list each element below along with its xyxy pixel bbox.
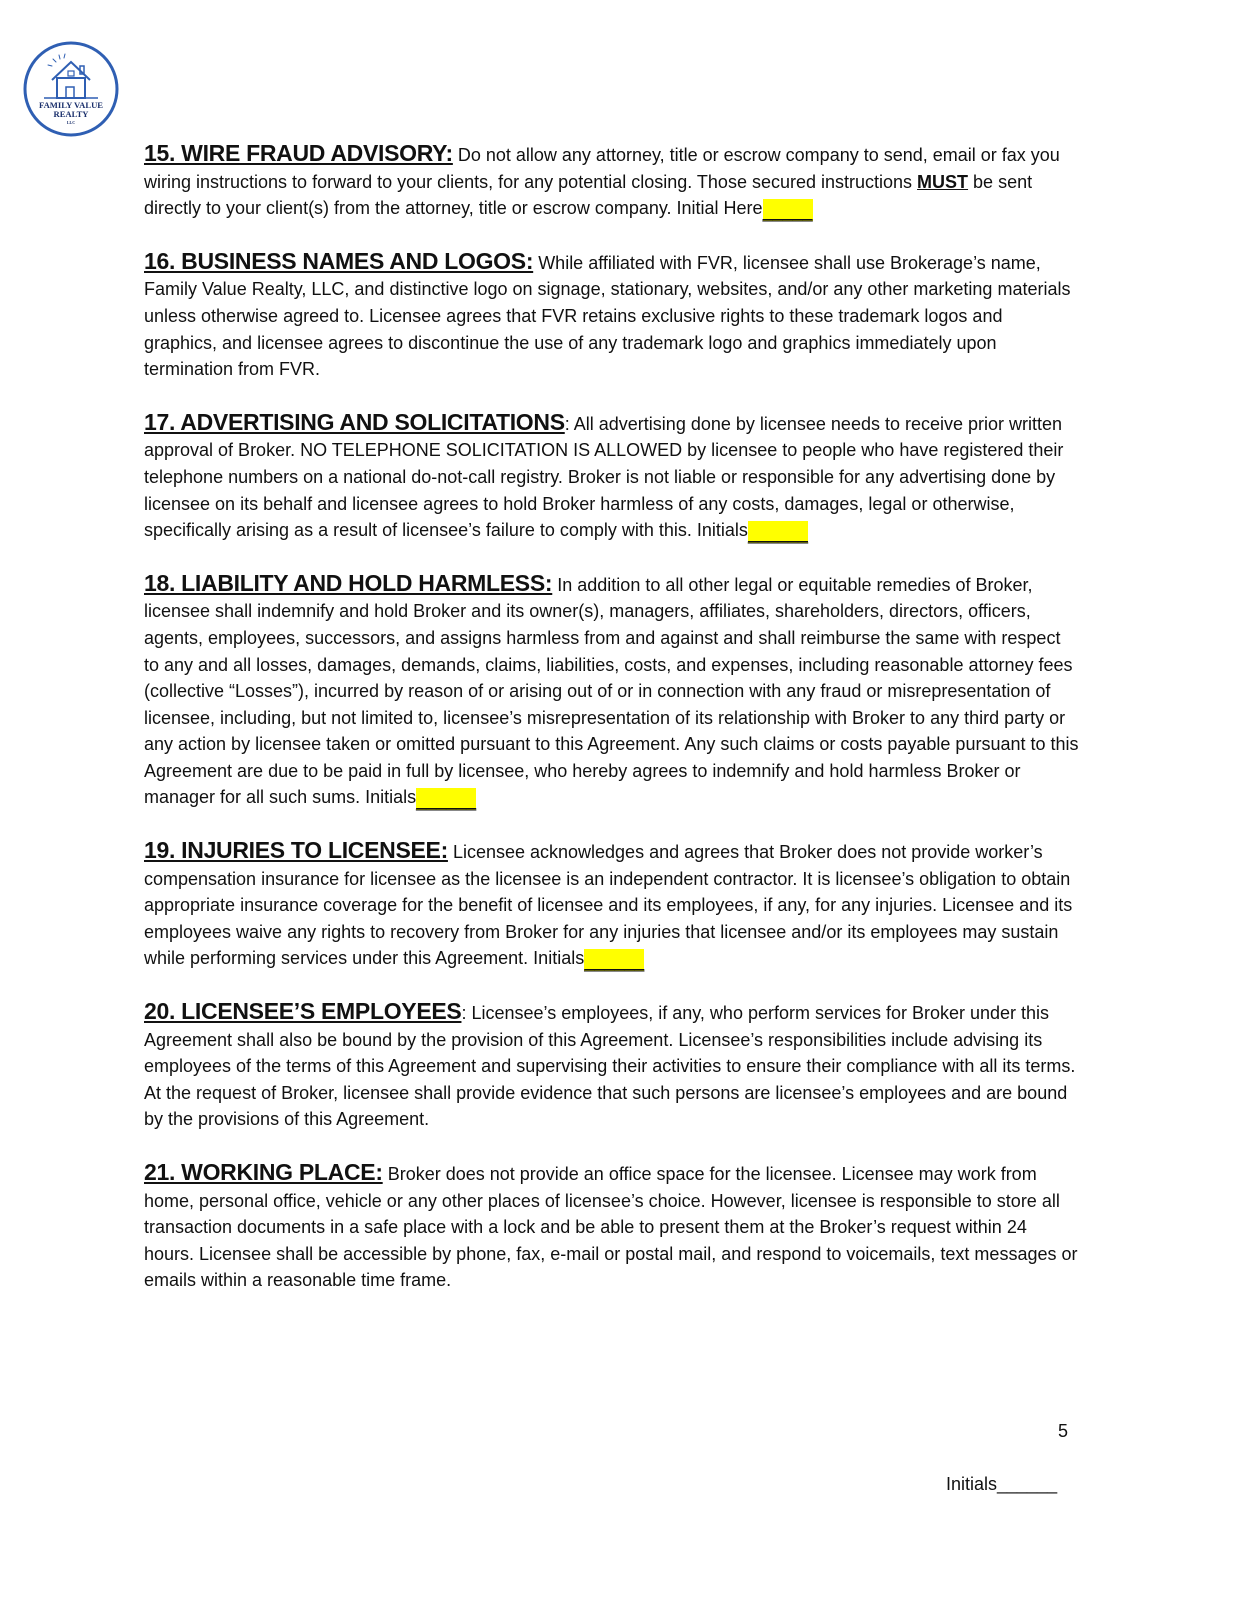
house-icon	[22, 40, 120, 138]
section-heading: 17. ADVERTISING AND SOLICITATIONS	[144, 408, 565, 435]
section-body: In addition to all other legal or equitable remedies of Broker, licensee shall indemnify and hold Broker and its owner(s), managers, affiliates, shareholders, directors, officers, agents, employees, successors, and assigns harmless from and against and shall reimburse the same with respect to any and all losses, damages, demands, claims, liabilities, costs, and expenses, including reasonable attorney fees (collective “Losses”), incurred by reason of or arising out of or in connection with any fraud or misrepresentation of licensee, including, but not limited to, licensee’s misrepresentation of its relationship with Broker to any third party or any action by licensee taken or omitted pursuant to this Agreement. Any such claims or costs payable pursuant to this Agreement are due to be paid in full by licensee, who hereby agrees to indemnify and hold harmless Broker or manager for all such sums. Initials	[144, 574, 1079, 808]
section-heading: 20. LICENSEE’S EMPLOYEES	[144, 998, 462, 1025]
footer-initials[interactable]: Initials______	[946, 1474, 1058, 1494]
section-heading: 15. WIRE FRAUD ADVISORY:	[144, 140, 453, 166]
emphasis-must: MUST	[917, 171, 969, 192]
initials-blank[interactable]: _____	[763, 199, 813, 221]
initials-blank[interactable]: ______	[584, 949, 644, 971]
page-number: 5	[1058, 1421, 1069, 1441]
section-heading: 21. WORKING PLACE:	[144, 1159, 383, 1185]
section-body: All advertising done by licensee needs to receive prior written approval of Broker. NO TELEPHONE SOLICITATION IS ALLOWED by licensee to people who have registered their telephone numbers on a national do-not-call registry. Broker is not liable or responsible for any advertising done by licensee on its behalf and licensee agrees to hold Broker harmless of any costs, damages, legal or otherwise, specifically arising as a result of licensee’s failure to comply with this. Initials	[144, 413, 1064, 541]
section-16	[144, 248, 1079, 383]
section-body: Broker does not provide an office space for the licensee. Licensee may work from home, personal office, vehicle or any other places of licensee’s choice. However, licensee is responsible to store all transaction documents in a safe place with a lock and be able to present them at the Broker’s request within 24 hours. Licensee shall be accessible by phone, fax, e-mail or postal mail, and respond to voicemails, text messages or emails within a reasonable time frame.	[144, 1164, 1078, 1291]
initials-blank[interactable]: ______	[748, 521, 808, 543]
section-21	[144, 1159, 1079, 1294]
section-19	[144, 837, 1079, 972]
section-17	[144, 409, 1079, 544]
section-body: Do not allow any attorney, title or escrow company to send, email or fax you wiring instructions to forward to your clients, for any potential closing. Those secured instructions	[144, 145, 1060, 192]
section-15	[144, 140, 1079, 222]
section-body: Licensee acknowledges and agrees that Broker does not provide worker’s compensation insurance for licensee as the licensee is an independent contractor. It is licensee’s obligation to obtain appropriate insurance coverage for the benefit of licensee and its employees, if any, for any injuries. Licensee and its employees waive any rights to recovery from Broker for any injuries that licensee and/or its employees may sustain while performing services under this Agreement. Initials	[144, 842, 1073, 969]
section-sep: :	[461, 1003, 467, 1024]
initials-blank[interactable]: ______	[416, 788, 476, 810]
logo-name-line2: REALTY	[53, 109, 89, 119]
document-body	[144, 140, 1079, 1320]
section-body: While affiliated with FVR, licensee shall use Brokerage’s name, Family Value Realty, LLC, and distinctive logo on signage, stationary, websites, and/or any other marketing materials unless otherwise agreed to. Licensee agrees that FVR retains exclusive rights to these trademark logos and graphics, and licensee agrees to discontinue the use of any trademark logo and graphics immediately upon termination from FVR.	[144, 252, 1071, 380]
logo-name-line3: LLC	[66, 120, 76, 125]
section-20	[144, 998, 1079, 1133]
logo-name-line1: FAMILY VALUE	[38, 100, 104, 110]
section-heading: 16. BUSINESS NAMES AND LOGOS:	[144, 247, 534, 274]
section-body: Licensee’s employees, if any, who perform services for Broker under this Agreement shall also be bound by the provision of this Agreement. Licensee’s responsibilities include advising its employees of the terms of this Agreement and supervising their activities to ensure their compliance with all its terms. At the request of Broker, licensee shall provide evidence that such persons are licensee’s employees and are bound by the provisions of this Agreement.	[144, 1003, 1076, 1130]
section-body-cont: be sent directly to your client(s) from the attorney, title or escrow company. Initial Here	[144, 171, 1033, 219]
section-heading: 19. INJURIES TO LICENSEE:	[144, 837, 448, 864]
section-sep: :	[564, 413, 570, 434]
company-logo	[22, 40, 120, 138]
section-heading: 18. LIABILITY AND HOLD HARMLESS:	[144, 569, 553, 596]
section-18	[144, 570, 1079, 811]
